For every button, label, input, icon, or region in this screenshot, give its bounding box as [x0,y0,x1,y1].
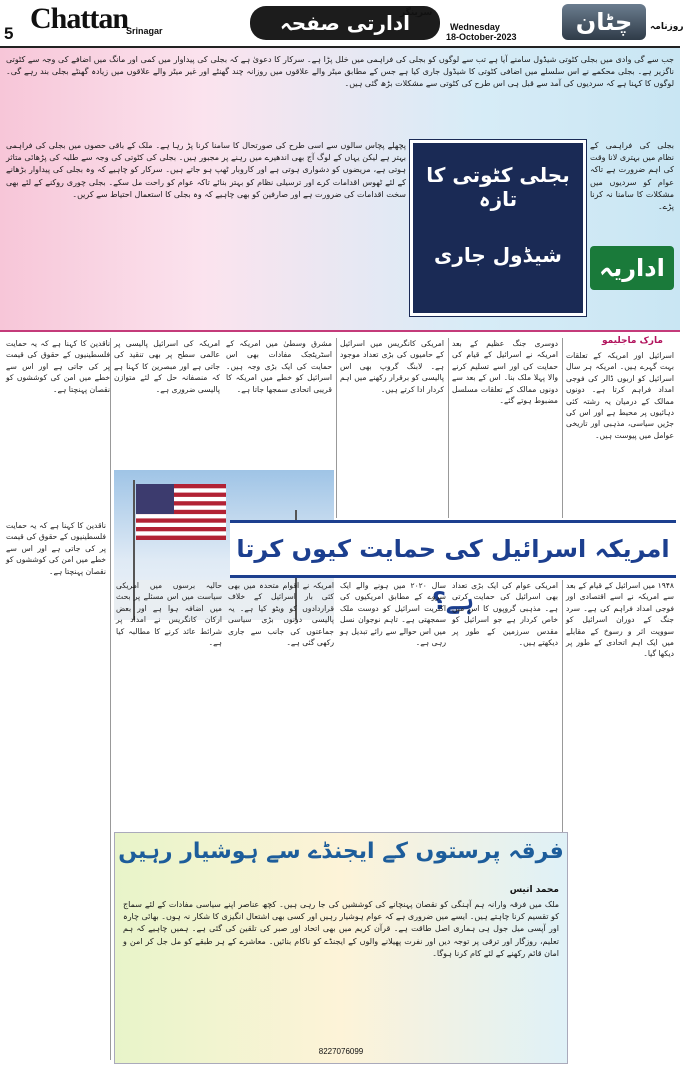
article-1-byline: مارک ماجلیمو [602,336,663,346]
article-1-column-4: مشرق وسطیٰ میں امریکہ کے اسٹریٹجک مفادات بھی اس حمایت کی ایک بڑی وجہ ہیں۔ اسرائیل کو خطے میں امریکہ کا قریبی اتحادی سمجھا جاتا ہے۔ [226,339,332,394]
date-day: Wednesday [450,22,500,32]
city-urdu: سرینگر [400,8,433,18]
column-divider [336,338,337,518]
page-number: 5 [4,24,14,43]
masthead [0,0,684,48]
article-1-headline-text: امریکہ اسرائیل کی حمایت کیوں کرتا ہے؟ [236,535,670,615]
column-divider [110,338,111,1060]
article-1-column-2: دوسری جنگ عظیم کے بعد امریکہ نے اسرائیل کے قیام کی حمایت کی اور اسے تسلیم کرنے والا پہلا ملک بنا۔ اس کے بعد سے دونوں ممالک کے تعلقات مسلسل مضبوط ہوتے گئے۔ [452,339,558,406]
article-2-byline: محمد انیس [509,885,559,895]
editorial-paragraph-2: پچھلے پچاس سالوں سے اسی طرح کی صورتحال کا سامنا کرنا پڑ رہا ہے۔ ملک کے باقی حصوں میں بجلی کی فراہمی بہتر ہے لیکن یہاں کے لوگ آج بھی اندھیرے میں رہنے پر مجبور ہیں۔ بجلی کی کٹوتی کی وجہ سے طلبہ کی پڑھائی متاثر ہوتی ہے، مریضوں کو دشواری ہوتی ہے اور کاروبار ٹھپ ہو جاتے ہیں۔ سرکار کو چاہیے کہ وہ بجلی کی پیداوار بڑھانے کے لئے ٹھوس اقدامات کرے اور ترسیلی نظام کو بہتر بنائے تاکہ عوام کو راحت مل سکے۔ بجلی چوری روکنے کے لئے بھی سخت اقدامات کی ضرورت ہے اور صارفین کو بھی چاہیے کہ وہ بجلی کا استعمال احتیاط سے کریں۔ [6,141,406,199]
article-1-column-5: ناقدین کا کہنا ہے کہ یہ حمایت فلسطینیوں کے حقوق کی قیمت پر کی جاتی ہے اور اس سے خطے میں امن کی کوششوں کو نقصان پہنچتا ہے۔ [6,339,110,394]
section-title: ادارتی صفحہ [250,6,440,40]
article-2-headline: فرقہ پرستوں کے ایجنڈے سے ہوشیار رہیں [118,839,564,864]
article-1-column-1: اسرائیل اور امریکہ کے تعلقات بہت گہرے ہیں۔ امریکہ ہر سال اسرائیل کو اربوں ڈالر کی فوجی امداد فراہم کرتا ہے۔ دونوں ممالک کے درمیان یہ رشتہ کئی دہائیوں پر محیط ہے اور اس کی جڑیں سیاسی، مذہبی اور تاریخی عوامل میں پیوست ہیں۔ [566,351,674,440]
article-2-body: ملک میں فرقہ وارانہ ہم آہنگی کو نقصان پہنچانے کی کوششیں کی جا رہی ہیں۔ کچھ عناصر اپنے سیاسی مفادات کے لئے سماج کو تقسیم کرنا چاہتے ہیں۔ ایسے میں ضروری ہے کہ عوام ہوشیار رہیں اور کسی بھی اشتعال انگیزی کا شکار نہ ہوں۔ بھائی چارہ اور آپسی میل جول ہی ہماری اصل طاقت ہے۔ قرآن کریم میں بھی اتحاد اور صبر کی تلقین کی گئی ہے۔ ہمیں چاہیے کہ ہم تعلیم، روزگار اور ترقی پر توجہ دیں اور نفرت پھیلانے والوں کے ایجنڈے کو ناکام بنائیں۔ معاشرے کے ہر طبقے کو مل جل کر امن و امان قائم رکھنے کے لئے کام کرنا ہوگا۔ [123,900,560,958]
article-1-far-left-column: ناقدین کا کہنا ہے کہ یہ حمایت فلسطینیوں کے حقوق کی قیمت پر کی جاتی ہے اور اس سے خطے میں امن کی کوششوں کو نقصان پہنچتا ہے۔ [6,521,106,576]
column-divider [448,338,449,518]
editorial-headline-box [410,140,586,316]
article-2-box [114,832,568,1064]
column-divider [562,338,563,518]
editorial-label: اداریہ [590,246,674,290]
article-1-lower-column-2: امریکی عوام کی ایک بڑی تعداد بھی اسرائیل کی حمایت کرتی ہے۔ مذہبی گروپوں کا اس میں خاص کردار ہے جو اسرائیل کو مقدس سرزمین کے طور پر دیکھتے ہیں۔ [452,581,558,648]
editorial-headline-line-1: بجلی کٹوتی کا تازہ [426,163,570,211]
daily-label: روزنامہ [650,22,684,32]
editorial-paragraph-1: جب سے گی وادی میں بجلی کٹوتی شیڈول سامنے آیا ہے تب سے لوگوں کو بجلی کی فراہمی میں خلل پڑا ہے۔ سرکار کا دعویٰ ہے کہ بجلی کی پیداوار میں کمی اور مانگ میں اضافے کی وجہ سے کٹوتی ناگزیر ہے۔ بجلی محکمے نے اس سلسلے میں اضافی کٹوتی کا شیڈول جاری کیا ہے جس کے مطابق میٹر والے علاقوں میں روزانہ چند گھنٹے اور غیر میٹر والے علاقوں میں زیادہ گھنٹے بجلی بند رہے گی۔ لوگوں کا کہنا ہے کہ سردیوں کی آمد سے قبل ہی اس طرح کی کٹوتی سے مشکلات بڑھ گئی ہیں۔ [6,55,674,89]
city-label: Srinagar [126,26,163,36]
editorial-headline-line-2: شیڈول جاری [434,243,562,267]
article-2-phone: 8227076099 [318,1047,364,1056]
brand-name: Chattan [30,2,129,35]
article-1-column-4b: امریکہ کی اسرائیل پالیسی پر عالمی سطح پر بھی تنقید کی جاتی ہے اور مبصرین کا کہنا ہے کہ منصفانہ حل کے لئے متوازن پالیسی ضروری ہے۔ [114,339,220,394]
article-1-lower-column-1: ۱۹۴۸ میں اسرائیل کے قیام کے بعد سے امریکہ نے اسے اقتصادی اور فوجی امداد فراہم کی ہے۔ سرد جنگ کے دوران اسرائیل کو سوویت اثر و رسوخ کے مقابلے میں ایک اہم اتحادی کے طور پر دیکھا گیا۔ [566,581,674,659]
article-1-lower-column-3: سال ۲۰۲۰ میں ہونے والے ایک سروے کے مطابق امریکیوں کی اکثریت اسرائیل کو دوست ملک سمجھتی ہے۔ تاہم نوجوان نسل میں اس حوالے سے رائے تبدیل ہو رہی ہے۔ [340,581,447,648]
date-full: 18-October-2023 [446,32,517,42]
article-1-lower-column-4: امریکہ نے اقوام متحدہ میں بھی کئی بار اسرائیل کے خلاف قراردادوں کو ویٹو کیا ہے۔ یہ پالیسی دونوں بڑی سیاسی جماعتوں کی جانب سے جاری رکھی گئی ہے۔ [228,581,334,648]
newspaper-logo: چٹان [562,4,646,40]
article-1-lower-column-5: حالیہ برسوں میں امریکی سیاست میں اس مسئلے پر بحث میں اضافہ ہوا ہے اور بعض ارکان کانگریس نے امداد پر شرائط عائد کرنے کا مطالبہ کیا ہے۔ [116,581,222,648]
article-1-column-3: امریکی کانگریس میں اسرائیل کے حامیوں کی بڑی تعداد موجود ہے۔ لابنگ گروپ بھی اس پالیسی کو برقرار رکھنے میں اہم کردار ادا کرتے ہیں۔ [340,339,444,394]
editorial-section [0,48,680,332]
editorial-side-text: بجلی کی فراہمی کے نظام میں بہتری لانا وقت کی اہم ضرورت ہے تاکہ عوام کو سردیوں میں مشکلات کا سامنا نہ کرنا پڑے۔ [590,141,674,212]
